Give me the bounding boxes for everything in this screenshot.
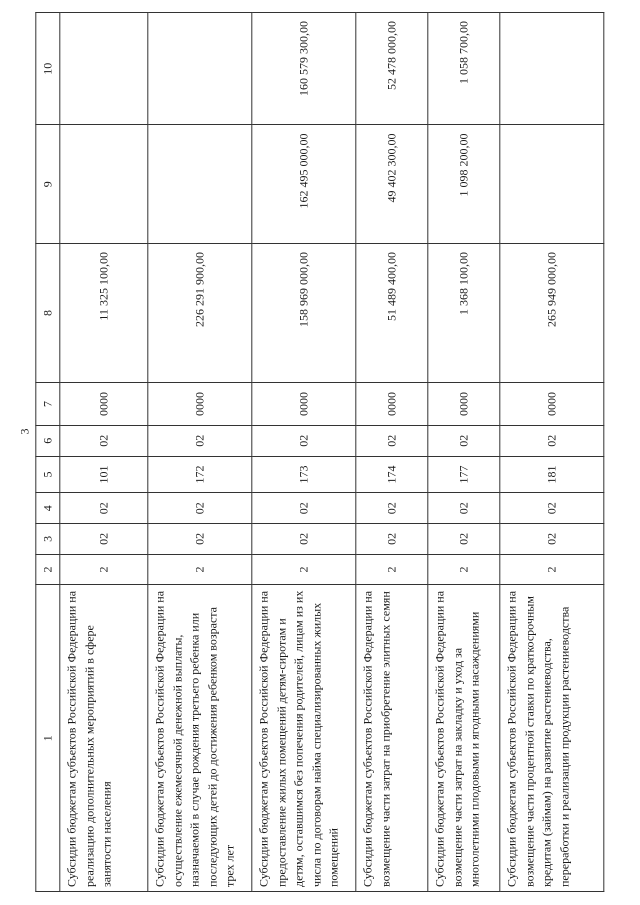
cell-col10: 52 478 000,00 (356, 13, 428, 125)
cell-col4: 02 (428, 493, 500, 524)
cell-col9: 1 098 200,00 (428, 125, 500, 244)
table-row (148, 13, 252, 892)
table-row (356, 13, 428, 892)
cell-col6: 02 (500, 425, 604, 456)
table-row (60, 13, 148, 892)
cell-col9 (148, 125, 252, 244)
cell-col5: 174 (356, 456, 428, 493)
cell-col3: 02 (500, 524, 604, 555)
table-row (500, 13, 604, 892)
cell-col2: 2 (428, 554, 500, 585)
cell-col7: 0000 (60, 383, 148, 426)
cell-col3: 02 (60, 524, 148, 555)
cell-col2: 2 (356, 554, 428, 585)
column-header: 7 (36, 383, 60, 426)
cell-col10: 1 058 700,00 (428, 13, 500, 125)
row-description: Субсидии бюджетам субъектов Российской Федерации на возмещение части затрат на закладку и уход за многолетними плодовыми и ягодными насаждениями (428, 585, 500, 892)
cell-col5: 181 (500, 456, 604, 493)
cell-col4: 02 (356, 493, 428, 524)
cell-col10: 160 579 300,00 (252, 13, 356, 125)
column-header: 10 (36, 13, 60, 125)
cell-col2: 2 (60, 554, 148, 585)
cell-col7: 0000 (428, 383, 500, 426)
column-header: 4 (36, 493, 60, 524)
cell-col6: 02 (356, 425, 428, 456)
cell-col2: 2 (252, 554, 356, 585)
cell-col3: 02 (148, 524, 252, 555)
cell-col7: 0000 (356, 383, 428, 426)
budget-subsidies-table (35, 12, 604, 892)
cell-col3: 02 (356, 524, 428, 555)
cell-col10 (148, 13, 252, 125)
column-header: 1 (36, 585, 60, 892)
row-description: Субсидии бюджетам субъектов Российской Федерации на предоставление жилых помещений детям-сиротам и детям, оставшимся без попечения родителей, лицам из их числа по договорам найма специализированных жилых помещений (252, 585, 356, 892)
cell-col6: 02 (148, 425, 252, 456)
cell-col10 (500, 13, 604, 125)
cell-col7: 0000 (500, 383, 604, 426)
cell-col6: 02 (428, 425, 500, 456)
cell-col5: 173 (252, 456, 356, 493)
cell-col8: 1 368 100,00 (428, 244, 500, 383)
cell-col9 (60, 125, 148, 244)
cell-col3: 02 (252, 524, 356, 555)
cell-col6: 02 (252, 425, 356, 456)
table-row (252, 13, 356, 892)
cell-col8: 11 325 100,00 (60, 244, 148, 383)
cell-col4: 02 (60, 493, 148, 524)
cell-col2: 2 (500, 554, 604, 585)
cell-col8: 51 489 400,00 (356, 244, 428, 383)
cell-col5: 177 (428, 456, 500, 493)
cell-col9: 49 402 300,00 (356, 125, 428, 244)
cell-col6: 02 (60, 425, 148, 456)
column-header: 3 (36, 524, 60, 555)
cell-col3: 02 (428, 524, 500, 555)
cell-col7: 0000 (148, 383, 252, 426)
row-description: Субсидии бюджетам субъектов Российской Федерации на осуществление ежемесячной денежной выплаты, назначаемой в случае рождения третьего ребенка или последующих детей до достижения ребенком возраста трех лет (148, 585, 252, 892)
column-header: 6 (36, 425, 60, 456)
cell-col10 (60, 13, 148, 125)
cell-col9: 162 495 000,00 (252, 125, 356, 244)
cell-col8: 158 969 000,00 (252, 244, 356, 383)
cell-col2: 2 (148, 554, 252, 585)
column-header: 2 (36, 554, 60, 585)
row-description: Субсидии бюджетам субъектов Российской Федерации на реализацию дополнительных мероприятий в сфере занятости населения (60, 585, 148, 892)
table-row (428, 13, 500, 892)
rotated-table-wrapper (35, 12, 604, 892)
cell-col4: 02 (252, 493, 356, 524)
header-row (36, 13, 60, 892)
cell-col5: 172 (148, 456, 252, 493)
cell-col4: 02 (500, 493, 604, 524)
page-number: 3 (17, 428, 32, 435)
row-description: Субсидии бюджетам субъектов Российской Федерации на возмещение части затрат на приобретение элитных семян (356, 585, 428, 892)
column-header: 5 (36, 456, 60, 493)
column-header: 8 (36, 244, 60, 383)
cell-col8: 265 949 000,00 (500, 244, 604, 383)
cell-col5: 101 (60, 456, 148, 493)
cell-col7: 0000 (252, 383, 356, 426)
column-header: 9 (36, 125, 60, 244)
cell-col8: 226 291 900,00 (148, 244, 252, 383)
cell-col4: 02 (148, 493, 252, 524)
cell-col9 (500, 125, 604, 244)
row-description: Субсидии бюджетам субъектов Российской Федерации на возмещение части процентной ставки по краткосрочным кредитам (займам) на развитие растениеводства, переработки и реализации продукции растениеводства (500, 585, 604, 892)
